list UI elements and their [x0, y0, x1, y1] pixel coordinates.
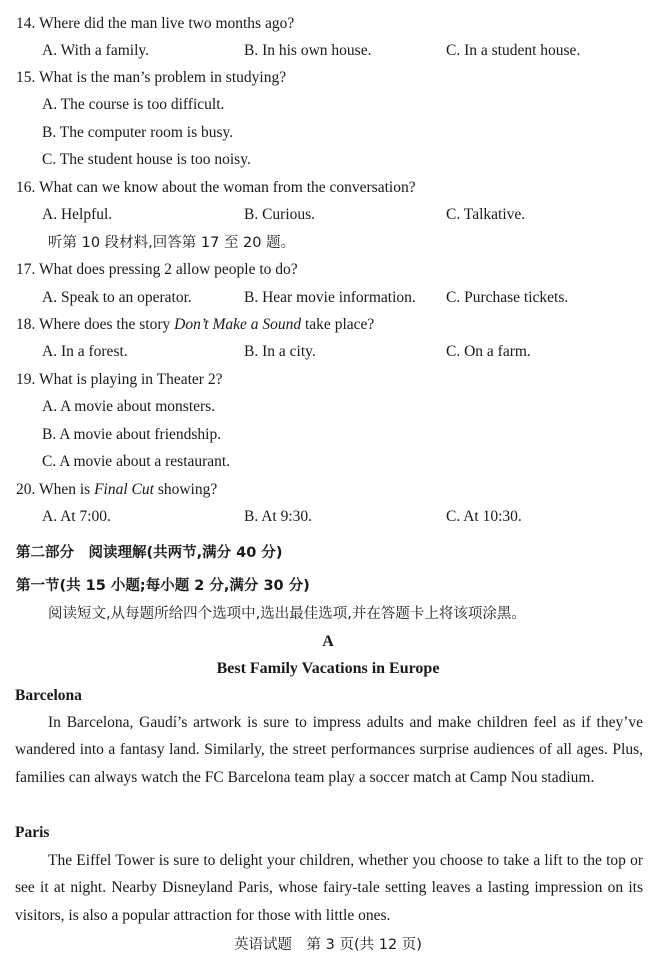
option-b: B. Curious. — [244, 206, 316, 223]
question-stem — [16, 480, 217, 500]
passage-paragraph — [15, 847, 643, 929]
stem-text: showing? — [153, 481, 218, 498]
question-stem: 19. What is playing in Theater 2? — [16, 371, 223, 388]
option-c: C. Purchase tickets. — [446, 289, 569, 306]
option-a: A. At 7:00. — [42, 508, 111, 525]
stem-text: take place? — [301, 316, 375, 333]
option-a: A. A movie about monsters. — [42, 398, 216, 415]
passage-paragraph — [15, 709, 643, 791]
option-a: A. In a forest. — [42, 343, 128, 360]
option-b: B. Hear movie information. — [244, 289, 416, 306]
option-b: B. A movie about friendship. — [42, 426, 222, 443]
stem-text: 20. When is — [16, 481, 95, 498]
option-a: A. Helpful. — [42, 206, 113, 223]
option-c: C. On a farm. — [446, 343, 531, 360]
reading-instruction: 阅读短文,从每题所给四个选项中,选出最佳选项,并在答题卡上将该项涂黑。 — [48, 606, 526, 622]
section-heading: Barcelona — [15, 687, 82, 704]
option-a: A. Speak to an operator. — [42, 289, 192, 306]
option-c: C. In a student house. — [446, 42, 581, 59]
question-stem: 16. What can we know about the woman from the conversation? — [16, 179, 416, 196]
question-stem: 15. What is the man’s problem in studying? — [16, 69, 287, 86]
section-heading: Paris — [15, 824, 50, 841]
movie-title: Final Cut — [94, 481, 154, 498]
option-b: B. At 9:30. — [244, 508, 313, 525]
paragraph-text: In Barcelona, Gaudí’s artwork is sure to impress adults and make children feel as if they’ve wandered into a fantasy land. Similarly, the street performances surprise audiences of all ages. Plus, families can always watch the FC Barcelona team play a soccer match at Camp Nou stadium. — [15, 714, 643, 786]
option-c: C. A movie about a restaurant. — [42, 453, 231, 470]
question-stem: 14. Where did the man live two months ago? — [16, 15, 295, 32]
option-c: C. At 10:30. — [446, 508, 522, 525]
option-b: B. The computer room is busy. — [42, 124, 234, 141]
option-c: C. The student house is too noisy. — [42, 151, 251, 168]
question-stem: 17. What does pressing 2 allow people to do? — [16, 261, 298, 278]
option-a: A. With a family. — [42, 42, 149, 59]
option-b: B. In a city. — [244, 343, 316, 360]
stem-text: 18. Where does the story — [16, 316, 175, 333]
option-c: C. Talkative. — [446, 206, 526, 223]
page-footer: 英语试题 第 3 页(共 12 页) — [234, 937, 422, 953]
option-a: A. The course is too difficult. — [42, 96, 225, 113]
part-title: 第二部分 阅读理解(共两节,满分 40 分) — [16, 545, 283, 561]
passage-title: Best Family Vacations in Europe — [216, 660, 440, 677]
listening-instruction: 听第 10 段材料,回答第 17 至 20 题。 — [48, 235, 296, 251]
question-stem — [16, 315, 374, 335]
option-b: B. In his own house. — [244, 42, 372, 59]
story-title: Don’t Make a Sound — [174, 316, 302, 333]
section-title: 第一节(共 15 小题;每小题 2 分,满分 30 分) — [16, 578, 310, 594]
passage-letter: A — [322, 633, 334, 650]
paragraph-text: The Eiffel Tower is sure to delight your children, whether you choose to take a lift to the top or see it at night. Nearby Disneyland Paris, whose fairy-tale setting leaves a lasting impression on its visitors, is also a popular attraction for those with little ones. — [15, 852, 643, 924]
